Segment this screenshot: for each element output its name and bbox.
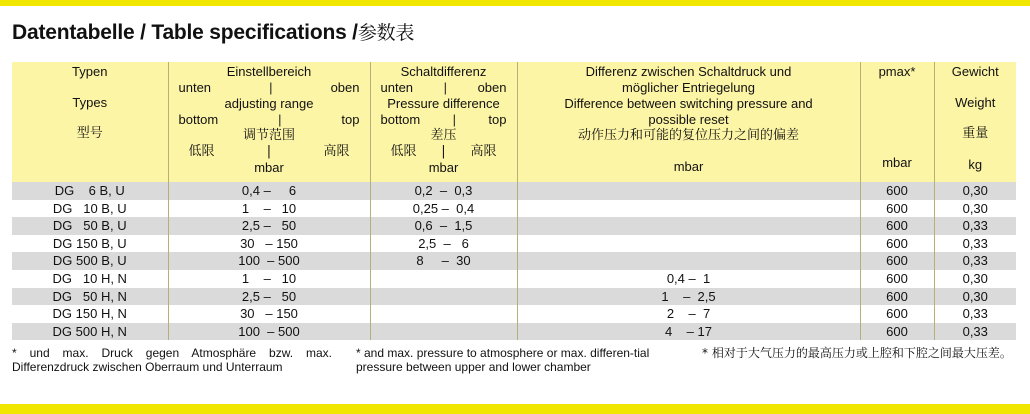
cell-pmax: 600 (860, 182, 934, 200)
table-row (12, 235, 1016, 253)
cell-range: 0,4 – 6 (168, 182, 370, 200)
page-title (12, 18, 414, 45)
cell-switching-difference: 0,6 – 1,5 (370, 217, 517, 235)
header-reset-difference: Differenz zwischen Schaltdruck und möglicher Entriegelung Difference between switching pressure and possible reset 动作压力和可能的复位压力之间的偏差 mbar (517, 62, 860, 182)
cell-type: DG 500 H, N (12, 323, 168, 341)
table-row (12, 217, 1016, 235)
cell-weight: 0,30 (934, 182, 1016, 200)
cell-weight: 0,33 (934, 323, 1016, 341)
cell-type: DG 150 H, N (12, 305, 168, 323)
cell-switching-difference (370, 288, 517, 306)
title-main: Datentabelle / Table specifications / (12, 21, 358, 44)
footnote-cn: * 相对于大气压力的最高压力或上腔和下腔之间最大压差。 (702, 346, 1012, 360)
table-row (12, 270, 1016, 288)
table-header-row (12, 62, 1016, 182)
cell-pmax: 600 (860, 235, 934, 253)
header-types: Typen Types 型号 (12, 62, 168, 182)
cell-reset-difference: 1 – 2,5 (517, 288, 860, 306)
title-cn: 参数表 (357, 22, 415, 44)
footnote-de: * und max. Druck gegen Atmosphäre bzw. max. Differenzdruck zwischen Oberraum und Unterraum (12, 346, 332, 374)
cell-weight: 0,33 (934, 305, 1016, 323)
cell-weight: 0,33 (934, 217, 1016, 235)
cell-reset-difference: 4 – 17 (517, 323, 860, 341)
cell-switching-difference: 8 – 30 (370, 252, 517, 270)
cell-range: 100 – 500 (168, 252, 370, 270)
cell-switching-difference: 0,25 – 0,4 (370, 200, 517, 218)
cell-range: 100 – 500 (168, 323, 370, 341)
cell-switching-difference: 0,2 – 0,3 (370, 182, 517, 200)
footnote-en: * and max. pressure to atmosphere or max. differen-tial pressure between upper and lower chamber (356, 346, 650, 374)
cell-type: DG 50 B, U (12, 217, 168, 235)
cell-range: 1 – 10 (168, 270, 370, 288)
cell-range: 30 – 150 (168, 305, 370, 323)
cell-range: 30 – 150 (168, 235, 370, 253)
cell-type: DG 10 H, N (12, 270, 168, 288)
cell-reset-difference: 2 – 7 (517, 305, 860, 323)
cell-weight: 0,33 (934, 252, 1016, 270)
cell-range: 2,5 – 50 (168, 217, 370, 235)
cell-type: DG 6 B, U (12, 182, 168, 200)
cell-weight: 0,30 (934, 270, 1016, 288)
bottom-accent-bar (0, 404, 1030, 414)
spec-table (12, 62, 1016, 340)
cell-range: 2,5 – 50 (168, 288, 370, 306)
table-row (12, 323, 1016, 341)
table-row (12, 200, 1016, 218)
cell-pmax: 600 (860, 270, 934, 288)
table-row (12, 305, 1016, 323)
cell-type: DG 50 H, N (12, 288, 168, 306)
cell-weight: 0,30 (934, 288, 1016, 306)
header-adjusting-range: Einstellbereich unten | oben adjusting range bottom | top 调节范围 低限 | 高限 mbar (168, 62, 370, 182)
cell-weight: 0,30 (934, 200, 1016, 218)
cell-switching-difference (370, 270, 517, 288)
cell-type: DG 150 B, U (12, 235, 168, 253)
cell-type: DG 500 B, U (12, 252, 168, 270)
cell-reset-difference (517, 200, 860, 218)
cell-pmax: 600 (860, 288, 934, 306)
top-accent-bar (0, 0, 1030, 6)
header-pressure-difference: Schaltdifferenz unten | oben Pressure difference bottom | top 差压 低限 | 高限 mbar (370, 62, 517, 182)
cell-pmax: 600 (860, 252, 934, 270)
cell-reset-difference (517, 217, 860, 235)
cell-switching-difference (370, 305, 517, 323)
header-pmax: pmax* mbar (860, 62, 934, 182)
cell-switching-difference (370, 323, 517, 341)
cell-reset-difference (517, 235, 860, 253)
cell-switching-difference: 2,5 – 6 (370, 235, 517, 253)
cell-pmax: 600 (860, 323, 934, 341)
cell-pmax: 600 (860, 305, 934, 323)
table-row (12, 252, 1016, 270)
table-row (12, 288, 1016, 306)
cell-reset-difference (517, 182, 860, 200)
cell-reset-difference: 0,4 – 1 (517, 270, 860, 288)
cell-pmax: 600 (860, 200, 934, 218)
table-row (12, 182, 1016, 200)
cell-weight: 0,33 (934, 235, 1016, 253)
cell-pmax: 600 (860, 217, 934, 235)
cell-type: DG 10 B, U (12, 200, 168, 218)
cell-reset-difference (517, 252, 860, 270)
header-weight: Gewicht Weight 重量 kg (934, 62, 1016, 182)
cell-range: 1 – 10 (168, 200, 370, 218)
